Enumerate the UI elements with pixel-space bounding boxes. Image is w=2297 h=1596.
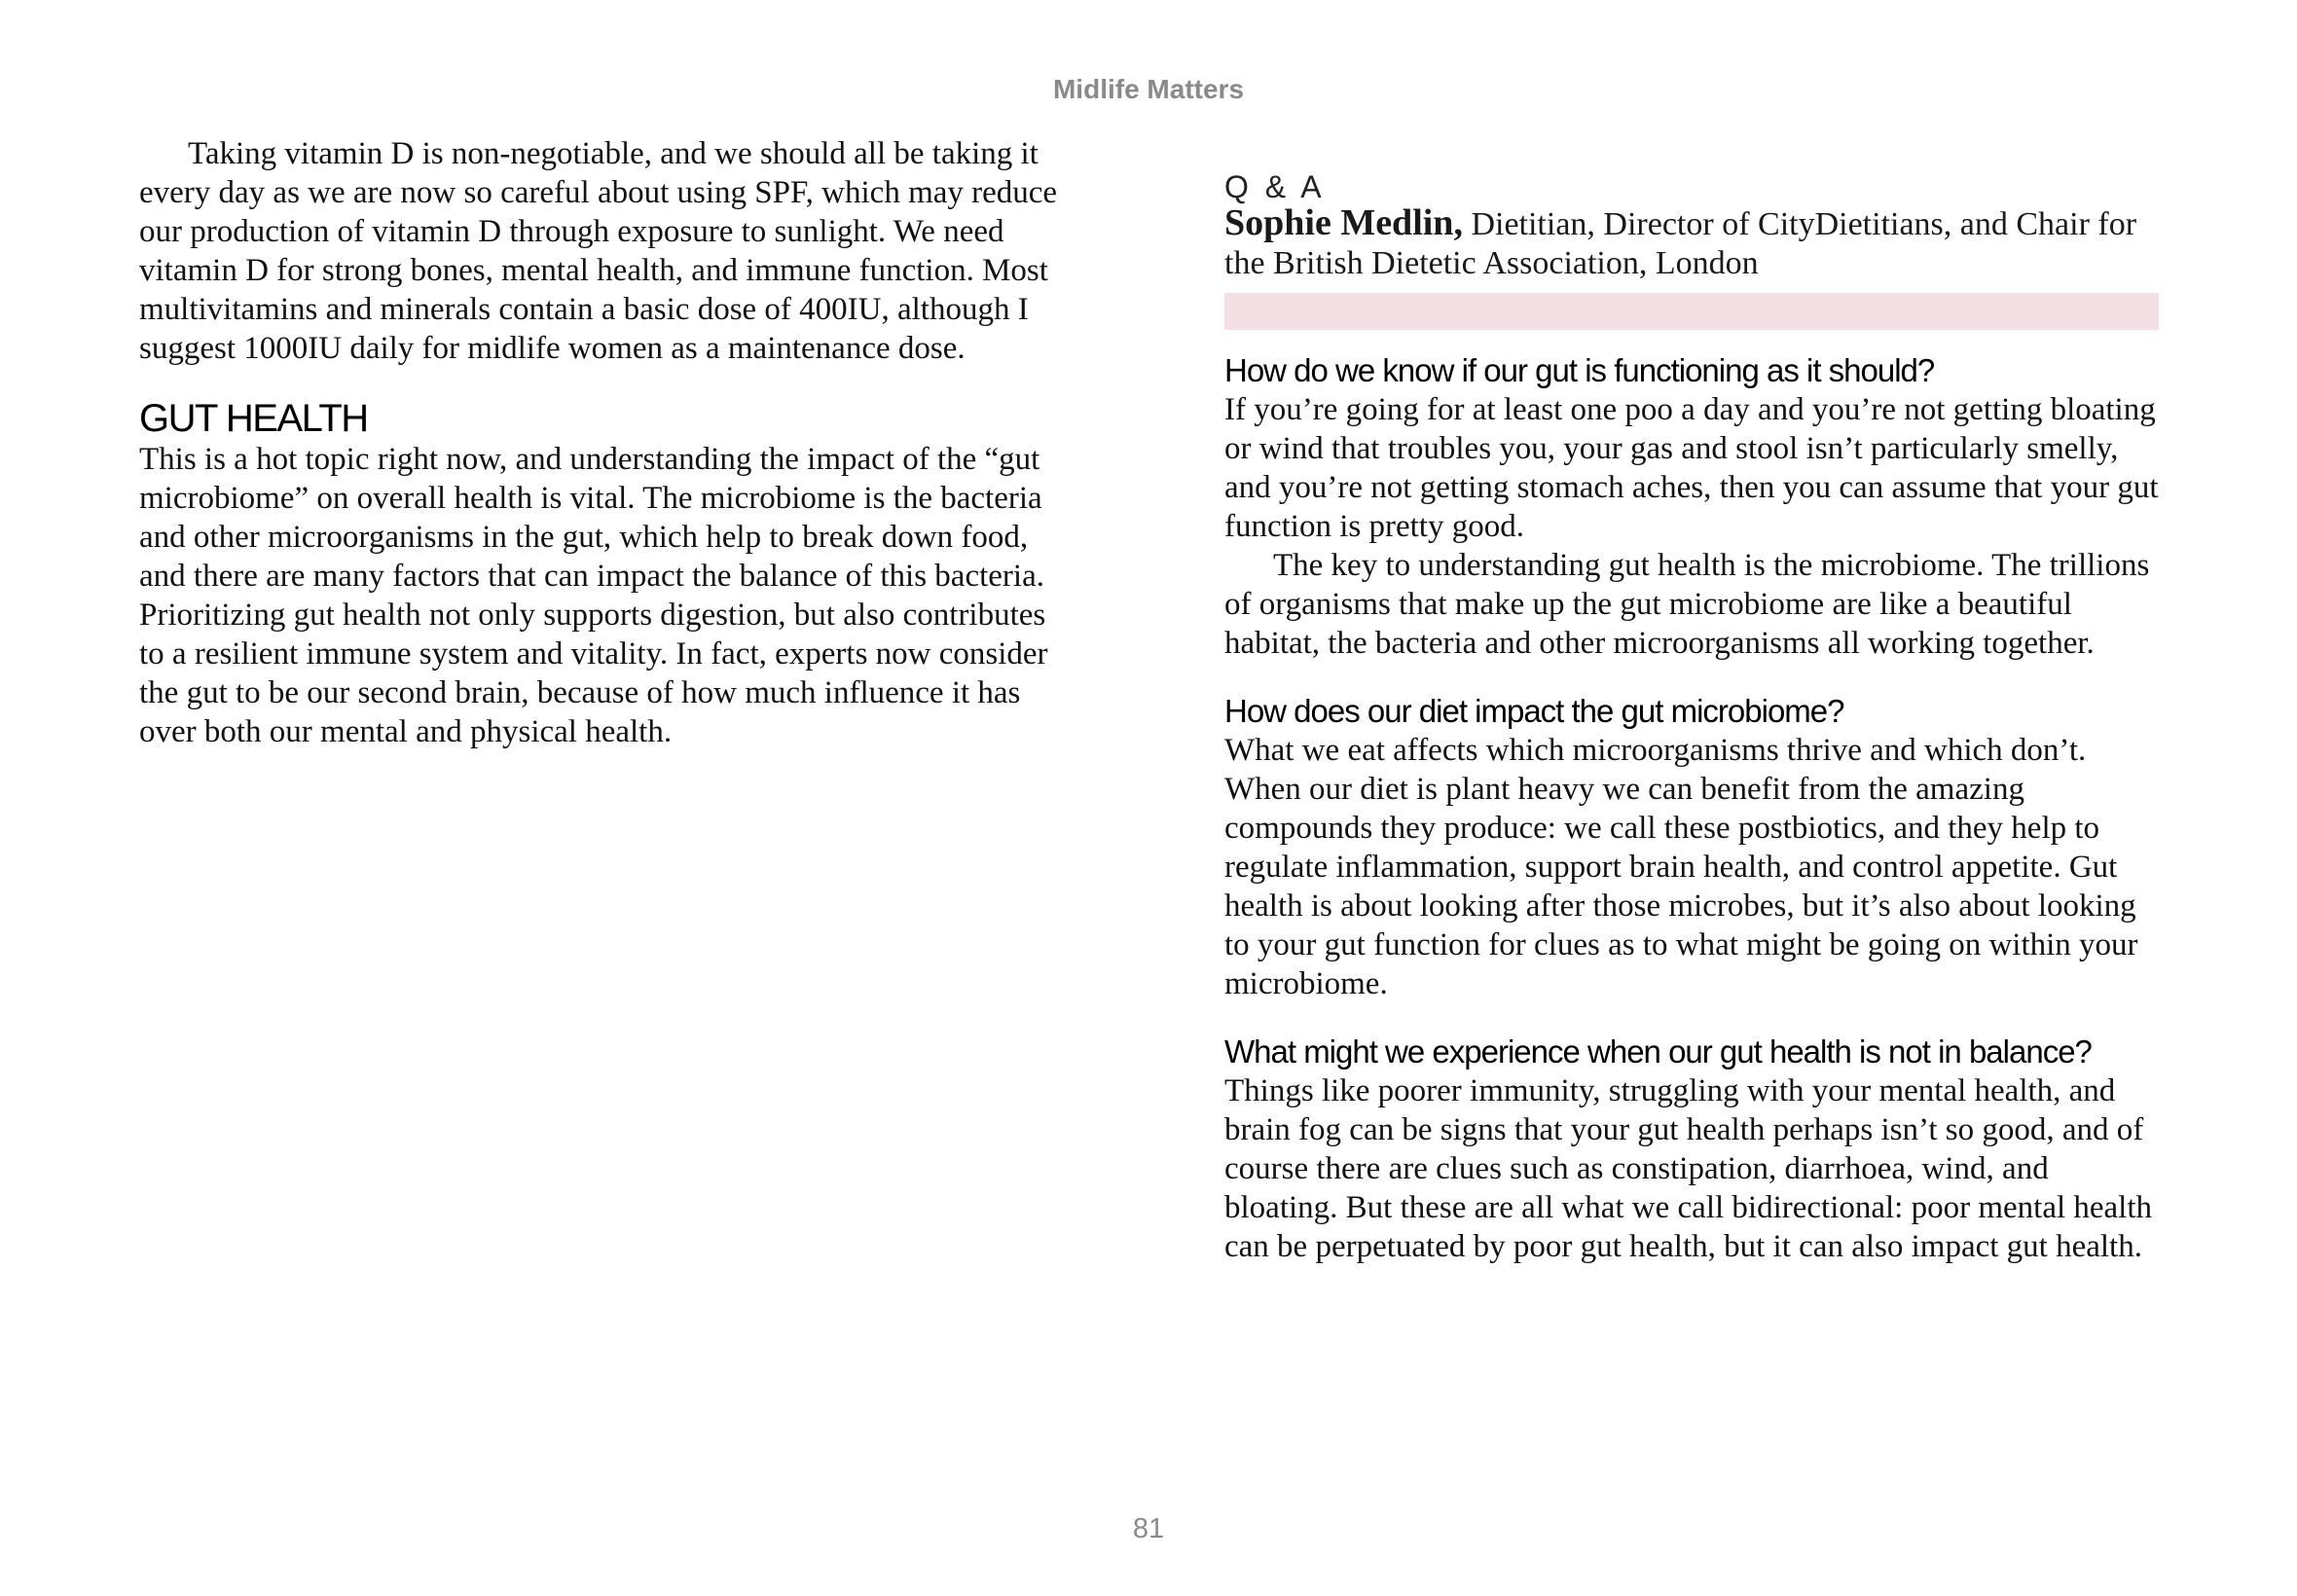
- question-2: How does our diet impact the gut microbiome?: [1224, 693, 1844, 729]
- expert-name: Sophie Medlin,: [1224, 202, 1463, 243]
- running-title: Midlife Matters: [1052, 74, 1245, 104]
- answer-1-paragraph-1: If you’re going for at least one poo a day and you’re not getting bloating or wind that troubles you, your gas and stool isn’t particularly smelly, and you’re not getting stomach aches, then you can assume that your gut function is pretty good.: [1224, 392, 2159, 544]
- answer-1-paragraph-2: The key to understanding gut health is the microbiome. The trillions of organisms that make up the gut microbiome are like a beautiful habitat, the bacteria and other microorganisms all working together.: [1224, 548, 2150, 661]
- intro-paragraph: Taking vitamin D is non-negotiable, and we should all be taking it every day as we are now so careful about using SPF, which may reduce our production of vitamin D through exposure to sunlight. We need vitamin D for strong bones, mental health, and immune function. Most multivitamins and minerals contain a basic dose of 400IU, although I suggest 1000IU daily for midlife women as a maintenance dose.: [139, 136, 1058, 366]
- expert-credentials: Dietitian, Director of CityDietitians, and Chair for the British Dietetic Association, London: [1224, 206, 2137, 281]
- page-number: 81: [1132, 1513, 1165, 1544]
- right-column: [1224, 170, 2159, 1266]
- accent-divider-bar: [1224, 293, 2159, 330]
- left-column: [139, 134, 1074, 751]
- gut-health-paragraph: This is a hot topic right now, and understanding the impact of the “gut microbiome” on overall health is vital. The microbiome is the bacteria and other microorganisms in the gut, which help to break down food, and there are many factors that can impact the balance of this bacteria. Prioritizing gut health not only supports digestion, but also contributes to a resilient immune system and vitality. In fact, experts now consider the gut to be our second brain, because of how much influence it has over both our mental and physical health.: [139, 442, 1048, 749]
- expert-byline: [1224, 203, 2159, 283]
- section-heading-gut-health: GUT HEALTH: [139, 397, 368, 440]
- answer-2-paragraph-1: What we eat affects which microorganisms thrive and which don’t. When our diet is plant heavy we can benefit from the amazing compounds they produce: we call these postbiotics, and they help to regulate inflammation, support brain health, and control appetite. Gut health is about looking after those microbes, but it’s also about looking to your gut function for clues as to what might be going on within your microbiome.: [1224, 733, 2138, 1001]
- question-1: How do we know if our gut is functioning as it should?: [1224, 352, 1935, 388]
- qa-label: Q & A: [1224, 169, 1326, 204]
- answer-3-paragraph-1: Things like poorer immunity, struggling with your mental health, and brain fog can be signs that your gut health perhaps isn’t so good, and of course there are clues such as constipation, diarrhoea, wind, and bloating. But these are all what we call bidirectional: poor mental health can be perpetuated by poor gut health, but it can also impact gut health.: [1224, 1073, 2153, 1264]
- question-3: What might we experience when our gut health is not in balance?: [1224, 1034, 2092, 1070]
